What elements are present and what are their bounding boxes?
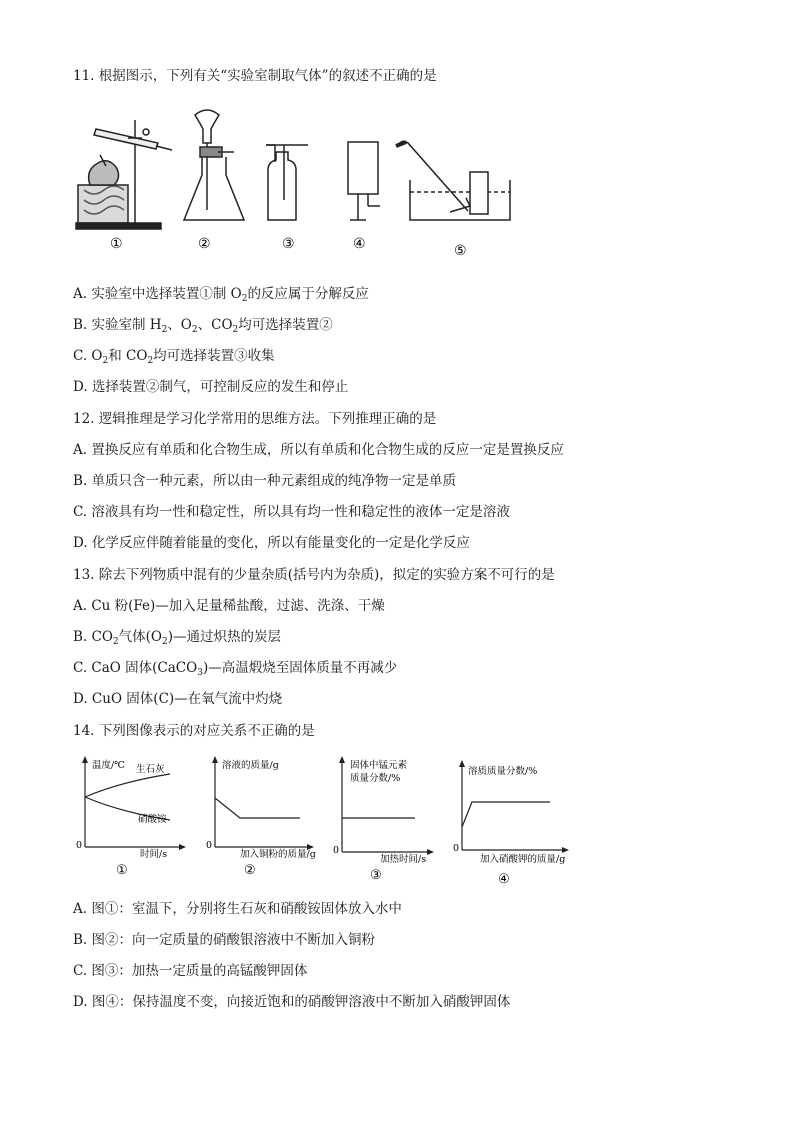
graph-1-number: ①: [116, 863, 128, 878]
graph-3-xlabel: 加热时间/s: [380, 854, 427, 865]
q12-option-a: A. 置换反应有单质和化合物生成，所以有单质和化合物生成的反应一定是置换反应: [73, 442, 564, 458]
q11-option-c: C. $O_2$和 $CO_2$均可选择装置③收集: [73, 348, 275, 366]
graph-2-xlabel: 加入铜粉的质量/g: [240, 849, 316, 860]
graph-3: [333, 756, 434, 883]
apparatus-label-1: ①: [110, 236, 123, 252]
graph-2-number: ②: [244, 863, 256, 878]
q12-option-b: B. 单质只含一种元素，所以由一种元素组成的纯净物一定是单质: [73, 473, 457, 489]
q14-option-a: A. 图①：室温下，分别将生石灰和硝酸铵固体放入水中: [73, 901, 402, 917]
graph-3-ylabel-line2: 质量分数/%: [350, 773, 401, 784]
q11-apparatus-figure: [70, 100, 530, 265]
q12-option-c: C. 溶液具有均一性和稳定性，所以具有均一性和稳定性的液体一定是溶液: [73, 504, 510, 520]
q11-option-d: D. 选择装置②制气，可控制反应的发生和停止: [73, 379, 349, 395]
q11-option-a: A. 实验室中选择装置①制 $O_2$的反应属于分解反应: [73, 286, 369, 304]
q13-option-b: B. $CO_2$气体$(O_2)—$通过炽热的炭层: [73, 629, 281, 647]
q14-option-c: C. 图③：加热一定质量的高锰酸钾固体: [73, 963, 308, 979]
apparatus-label-2: ②: [198, 236, 211, 252]
apparatus-label-5: ⑤: [454, 243, 467, 259]
graph-1-curve-bottom-label: 硝酸铵: [138, 814, 167, 825]
q13-option-d: D. CuO 固体(C)—在氧气流中灼烧: [73, 691, 283, 707]
graph-2: [206, 756, 316, 878]
graph-4: [453, 760, 569, 887]
q14-stem: 14. 下列图像表示的对应关系不正确的是: [73, 723, 315, 739]
graph-3-origin: 0: [333, 845, 340, 856]
apparatus-5-water-trough: [396, 141, 510, 220]
graph-4-origin: 0: [453, 843, 460, 854]
q12-stem: 12. 逻辑推理是学习化学常用的思维方法。下列推理正确的是: [73, 411, 437, 427]
graph-1: [76, 756, 186, 878]
graph-4-xlabel: 加入硝酸钾的质量/g: [480, 854, 566, 865]
graph-4-ylabel: 溶质质量分数/%: [468, 766, 538, 777]
apparatus-4-inverted-bottle: [348, 142, 380, 220]
q11-option-b: B. 实验室制 $H_2$、$O_2$、$CO_2$均可选择装置②: [73, 317, 333, 335]
graph-1-curve-top-label: 生石灰: [136, 764, 165, 775]
apparatus-label-4: ④: [353, 236, 366, 252]
graph-1-ylabel: 温度/℃: [92, 760, 125, 771]
apparatus-3-bottle: [266, 145, 308, 220]
q14-graphs-figure: [70, 752, 580, 892]
graph-1-xlabel: 时间/s: [140, 849, 168, 860]
q14-option-d: D. 图④：保持温度不变，向接近饱和的硝酸钾溶液中不断加入硝酸钾固体: [73, 994, 511, 1010]
graph-1-origin: 0: [76, 840, 83, 851]
graph-3-ylabel-line1: 固体中锰元素: [350, 760, 408, 771]
q11-stem: 11. 根据图示，下列有关“实验室制取气体”的叙述不正确的是: [73, 68, 437, 84]
graph-3-number: ③: [370, 868, 382, 883]
q13-stem: 13. 除去下列物质中混有的少量杂质(括号内为杂质)，拟定的实验方案不可行的是: [73, 567, 555, 583]
q14-option-b: B. 图②：向一定质量的硝酸银溶液中不断加入铜粉: [73, 932, 376, 948]
apparatus-1-heating: [76, 120, 172, 229]
apparatus-label-3: ③: [282, 236, 295, 252]
graph-2-ylabel: 溶液的质量/g: [222, 760, 279, 771]
q13-option-c: C. CaO 固体(CaCO$_3$)—高温煅烧至固体质量不再减少: [73, 660, 398, 678]
graph-4-number: ④: [498, 872, 510, 887]
graph-2-origin: 0: [206, 840, 213, 851]
q12-option-d: D. 化学反应伴随着能量的变化，所以有能量变化的一定是化学反应: [73, 535, 470, 551]
apparatus-2-flask: [184, 110, 244, 220]
q13-option-a: A. Cu 粉(Fe)—加入足量稀盐酸，过滤、洗涤、干燥: [73, 598, 385, 614]
